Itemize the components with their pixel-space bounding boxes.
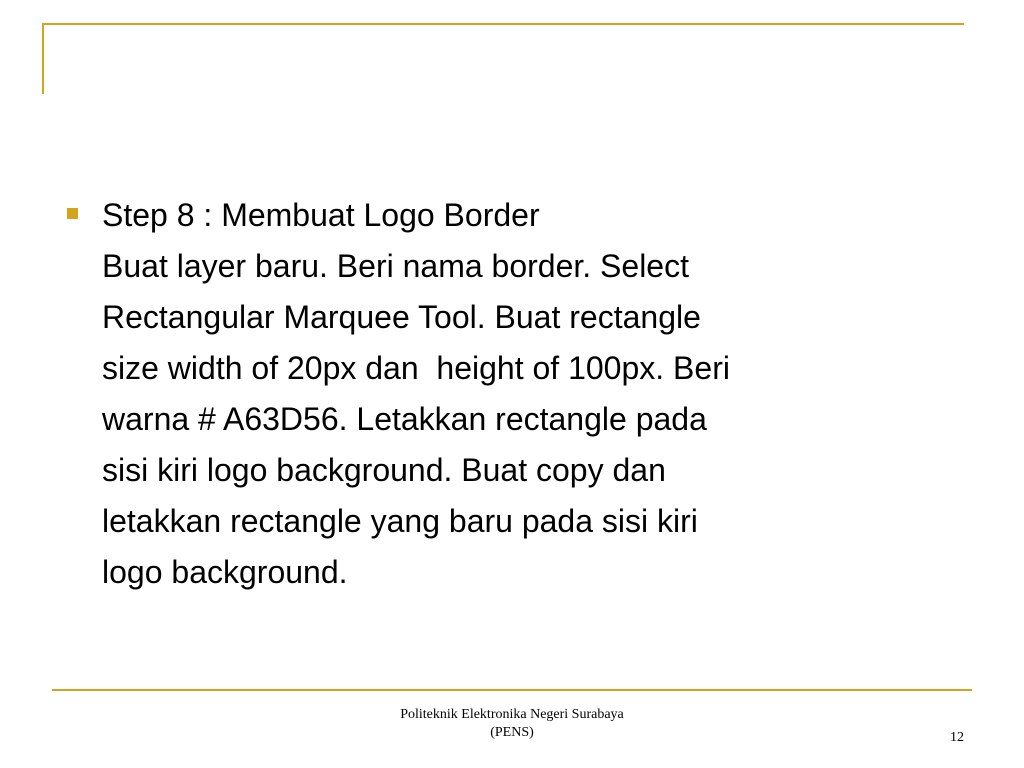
- bullet-line: size width of 20px dan height of 100px. Beri: [102, 350, 730, 386]
- top-horizontal-rule: [42, 23, 964, 25]
- footer-institution-name: Politeknik Elektronika Negeri Surabaya: [400, 707, 624, 722]
- bullet-line: warna # A63D56. Letakkan rectangle pada: [102, 401, 707, 437]
- bullet-line: Buat layer baru. Beri nama border. Select: [102, 248, 689, 284]
- top-vertical-rule: [42, 23, 44, 94]
- footer-institution-abbr: (PENS): [490, 725, 534, 740]
- footer-rule: [52, 689, 972, 691]
- bullet-line: sisi kiri logo background. Buat copy dan: [102, 452, 666, 488]
- square-bullet-icon: [67, 208, 78, 219]
- bullet-line: Rectangular Marquee Tool. Buat rectangle: [102, 299, 701, 335]
- page-number: 12: [950, 730, 964, 745]
- slide-content: [62, 190, 962, 598]
- bullet-line: logo background.: [102, 554, 348, 590]
- footer-institution: [312, 706, 712, 742]
- bullet-item: [62, 190, 962, 598]
- bullet-line: letakkan rectangle yang baru pada sisi kiri: [102, 503, 698, 539]
- bullet-line-step-title: Step 8 : Membuat Logo Border: [102, 197, 540, 233]
- bullet-text: [102, 190, 962, 598]
